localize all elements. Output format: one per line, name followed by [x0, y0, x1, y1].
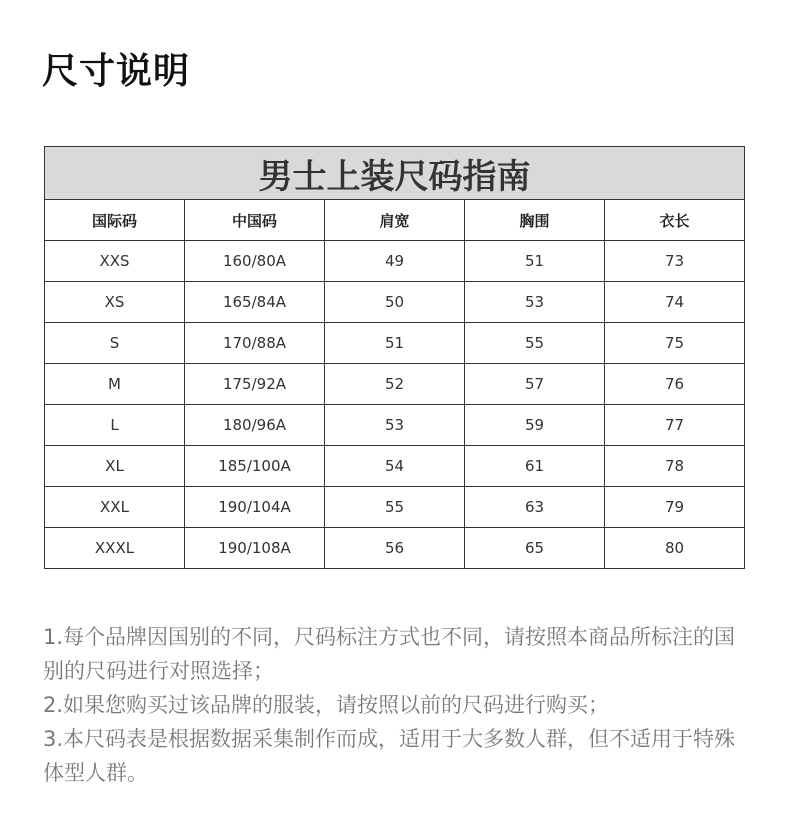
cell-chest: 51 [465, 241, 605, 282]
cell-length: 76 [605, 364, 745, 405]
cell-shoulder-width: 51 [325, 323, 465, 364]
cell-chest: 63 [465, 487, 605, 528]
cell-chinese-size: 165/84A [185, 282, 325, 323]
table-row [45, 405, 745, 446]
cell-international-size: XXXL [45, 528, 185, 569]
cell-chinese-size: 160/80A [185, 241, 325, 282]
cell-chest: 65 [465, 528, 605, 569]
cell-shoulder-width: 49 [325, 241, 465, 282]
cell-chest: 55 [465, 323, 605, 364]
cell-length: 77 [605, 405, 745, 446]
cell-international-size: XS [45, 282, 185, 323]
cell-international-size: L [45, 405, 185, 446]
note-item: 2.如果您购买过该品牌的服装，请按照以前的尺码进行购买； [43, 693, 610, 717]
cell-chest: 53 [465, 282, 605, 323]
table-row [45, 282, 745, 323]
table-row [45, 487, 745, 528]
header-international-size: 国际码 [45, 200, 185, 241]
header-length: 衣长 [605, 200, 745, 241]
cell-shoulder-width: 56 [325, 528, 465, 569]
cell-chest: 57 [465, 364, 605, 405]
cell-chinese-size: 190/108A [185, 528, 325, 569]
cell-length: 75 [605, 323, 745, 364]
cell-shoulder-width: 54 [325, 446, 465, 487]
table-row [45, 364, 745, 405]
cell-international-size: S [45, 323, 185, 364]
cell-chinese-size: 170/88A [185, 323, 325, 364]
cell-chest: 59 [465, 405, 605, 446]
table-row [45, 446, 745, 487]
cell-length: 80 [605, 528, 745, 569]
cell-chest: 61 [465, 446, 605, 487]
cell-international-size: XXS [45, 241, 185, 282]
table-row [45, 528, 745, 569]
cell-length: 73 [605, 241, 745, 282]
cell-shoulder-width: 53 [325, 405, 465, 446]
cell-international-size: M [45, 364, 185, 405]
note-item: 3.本尺码表是根据数据采集制作而成，适用于大多数人群，但不适用于特殊体型人群。 [43, 727, 736, 785]
header-chest: 胸围 [465, 200, 605, 241]
cell-shoulder-width: 52 [325, 364, 465, 405]
table-title-row [45, 147, 745, 200]
header-shoulder-width: 肩宽 [325, 200, 465, 241]
cell-chinese-size: 180/96A [185, 405, 325, 446]
page-title: 尺寸说明 [42, 51, 191, 92]
cell-international-size: XL [45, 446, 185, 487]
cell-length: 78 [605, 446, 745, 487]
cell-international-size: XXL [45, 487, 185, 528]
cell-shoulder-width: 55 [325, 487, 465, 528]
cell-length: 74 [605, 282, 745, 323]
cell-shoulder-width: 50 [325, 282, 465, 323]
table-title: 男士上装尺码指南 [45, 147, 745, 200]
header-chinese-size: 中国码 [185, 200, 325, 241]
table-row [45, 323, 745, 364]
table-header-row [45, 200, 745, 241]
size-notes [43, 620, 753, 790]
cell-chinese-size: 175/92A [185, 364, 325, 405]
cell-chinese-size: 185/100A [185, 446, 325, 487]
size-guide-table [44, 146, 745, 569]
cell-chinese-size: 190/104A [185, 487, 325, 528]
note-item: 1.每个品牌因国别的不同，尺码标注方式也不同，请按照本商品所标注的国别的尺码进行对照选择； [43, 625, 736, 683]
cell-length: 79 [605, 487, 745, 528]
table-row [45, 241, 745, 282]
